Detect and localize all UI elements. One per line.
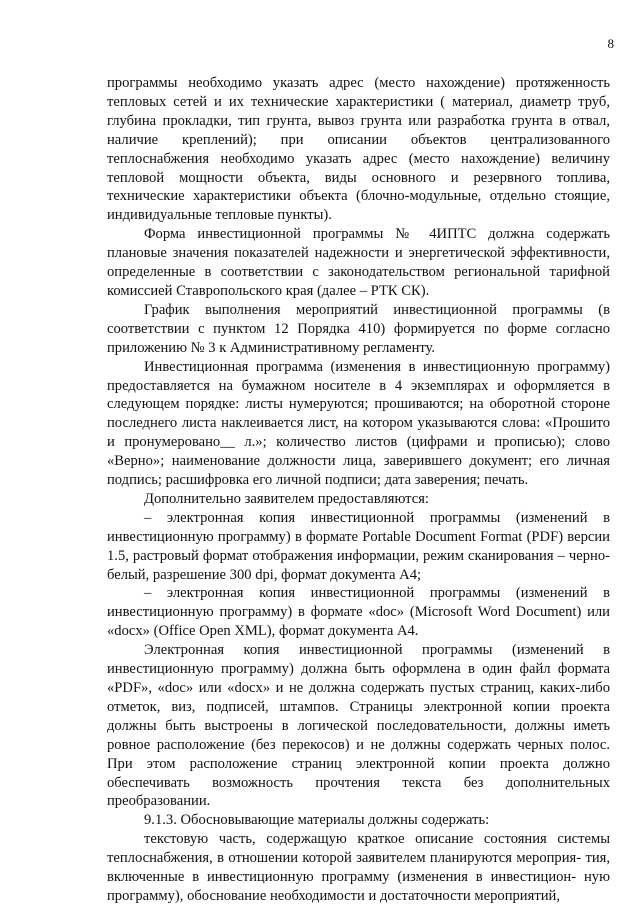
paragraph-form-4ipts: Форма инвестиционной программы № 4ИПТС должна содержать плановые значения показателей надежности и энергетической эффективности, определенные в соответствии с законодательством региональной тарифной комиссией Ставропольского края (далее – РТК СК).	[107, 226, 610, 299]
paragraph-section-9-1-3: 9.1.3. Обосновывающие материалы должны содержать:	[144, 812, 490, 829]
paragraph-paper-copy: Инвестиционная программа (изменения в инвестиционную программу) предоставляется на бумажном носителе в 4 экземплярах и оформляется в следующем порядке: листы нумеруются; прошиваются; на оборотной стороне последнего листа наклеивается лист, на котором указываются слова: «Прошито и пронумеровано__ л.»; количество листов (цифрами и прописью); слово «Верно»; наименование должности лица, заверившего документ; его личная подпись; расшифровка его личной подписи; дата заверения; печать.	[107, 358, 610, 489]
paragraph-additional: Дополнительно заявителем предоставляются:	[144, 490, 429, 507]
paragraph-electronic-copy: Электронная копия инвестиционной программы (изменений в инвестиционную программу) должна быть оформлена в один файл формата «PDF», «doc» или «docx» и не должна содержать пустых страниц, каких-либо отметок, виз, подписей, штампов. Страницы электронной копии проекта должны быть выстроены в логической последовательности, должны иметь ровное расположение (без перекосов) и не должны содержать черных полос. При этом расположение страниц электронной копии проекта должно обеспечивать возможность прочтения текста без дополнительных преобразовании.	[107, 642, 610, 810]
list-item-pdf-copy: – электронная копия инвестиционной программы (изменений в инвестиционную программу) в формате Portable Document Format (PDF) версии 1.5, растровый формат отображения информации, режим сканирования – черно-белый, разрешение 300 dpi, формат документа А4;	[107, 509, 610, 583]
document-body	[107, 74, 610, 906]
list-item-doc-copy: – электронная копия инвестиционной программы (изменений в инвестиционную программу) в формате «doc» (Microsoft Word Document) или «docx» (Office Open XML), формат документа А4.	[107, 585, 610, 640]
paragraph-schedule: График выполнения мероприятий инвестиционной программы (в соответствии с пунктом 12 Порядка 410) формируется по форме согласно приложению № 3 к Административному регламенту.	[107, 301, 610, 356]
paragraph-continuation: программы необходимо указать адрес (место нахождение) протяженность тепловых сетей и их технические характеристики ( материал, диаметр труб, глубина прокладки, тип грунта, вывоз грунта или разработка грунта в отвал, наличие креплений); при описании объектов централизованного теплоснабжения необходимо указать адрес (место нахождение) величину тепловой мощности объекта, виды основного и резервного топлива, технические характеристики объекта (блочно-модульные, отдельно стоящие, индивидуальные тепловые пункты).	[107, 75, 610, 224]
page-number: 8	[607, 36, 614, 51]
paragraph-text-part: текстовую часть, содержащую краткое описание состояния системы теплоснабжения, в отношении которой заявителем планируются мероприя- тия, включенные в инвестиционную программу (изменения в инвестицион- ную программу), обоснование необходимости и достаточности мероприятий,	[107, 831, 610, 904]
